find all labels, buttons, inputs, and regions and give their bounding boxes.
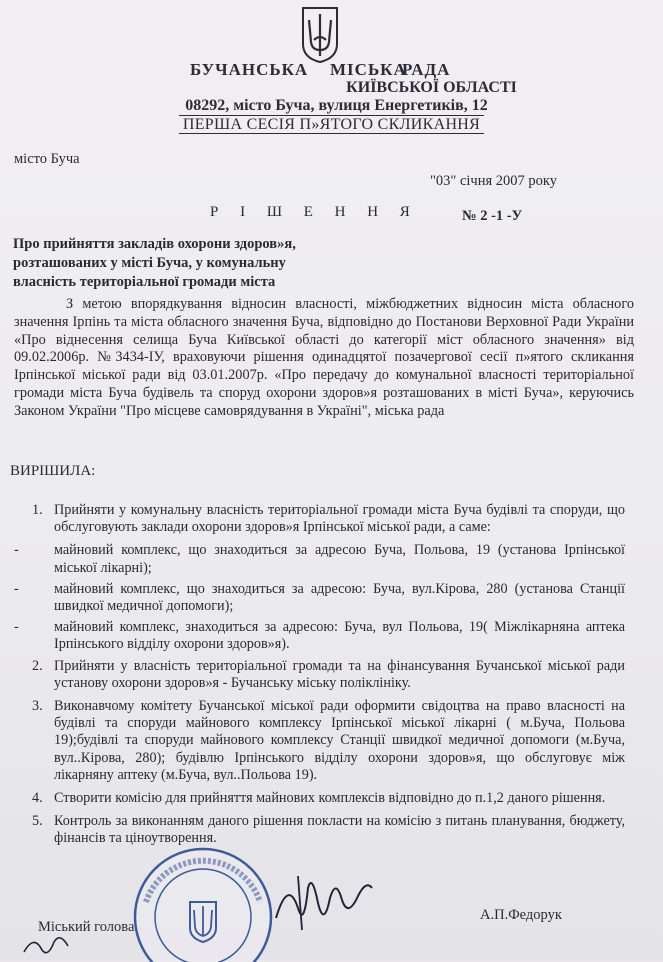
official-stamp-icon xyxy=(128,832,278,962)
mayor-label: Міський голова xyxy=(38,919,135,935)
document-page: БУЧАНСЬКА МІСЬКА РАДА КИЇВСЬКОЇ ОБЛАСТІ 08292, місто Буча, вулиця Енергетиків, 12 ПЕРША СЕСІЯ П»ЯТОГО СКЛИКАННЯ місто Буча "03" січня 2007 року Р І Ш Е Н Н Я № 2 -1 -У Про прийняття закладів охорони здоров»я, розташованих у місті Буча, у комунальну власність територіальної громади міста З метою впорядкування відносин власності, міжбюджетних відносин міста обласного значення Ірпінь та міста обласного значення Буча, відповідно до Постанови Верховної Ради України «Про віднесення селища Буча Київської області до категорії міст обласного значення» від 09.02.2006р. №3434-ІУ, враховуючи рішення одинадцятої позачергової сесії п»ятого скликання Ірпінської міської ради від 03.01.2007р. «Про передачу до комунальної власності територіальної громади міста Буча будівель та споруд охорони здоров»я розташованих в місті Буча», керуючись Законом України "Про місцеве самоврядування в Україні", міська рада ВИРІШИЛА: 1. Прийняти у комунальну власність територіальної громади міста Буча будівлі та споруди, що обслуговують заклади охорони здоров»я Ірпінської міської ради, а саме: - майновий комплекс, що знаходиться за адресою Буча, Польова, 19 (установа Ірпінської міської лікарні); - майновий комплекс, що знаходиться за адресою: Буча, вул.Кірова, 280 (установа Станції швидкої медичної допомоги); - майновий комплекс, знаходиться за адресою: Буча, вул Польова, 19( Міжлікарняна аптека Ірпінського відділу охорони здоров»я). 2. Прийняти у власність територіальної громади та на фінансування Бучанської міської ради установу охорони здоров»я - Бучанську міську поліклініку. 3. Виконавчому комітету Бучанської міської ради оформити свідоцтва на право власності на будівлі та споруди майнового комплексу Ірпінської міської лікарні ( м.Буча, Польова 19);будівлі та споруди майнового комплексу Станції швидкої медичної допомоги (м.Буча, вул..Кірова, 280); будівлю Ірпінського відділу охорони здоров»я, що обслуговує між лікарняну аптеку (м.Буча, вул..Польова 19). 4. Створити комісію для прийняття майнових комплексів відповідно до п.1,2 даного рішення. 5. Контроль за виконанням даного рішення покласти на комісію з питань планування, бюджету, фінансів та ціноутворення. Міський голова А.П.Федорук xyxy=(0,0,663,960)
document-type-title: Р І Ш Е Н Н Я xyxy=(210,204,419,220)
decided-heading: ВИРІШИЛА: xyxy=(10,463,96,479)
list-item: - майновий комплекс, знаходиться за адресою: Буча, вул Польова, 19( Міжлікарняна аптека Ірпінського відділу охорони здоров»я). xyxy=(14,619,625,653)
signature-icon xyxy=(268,868,378,938)
decision-items xyxy=(10,502,625,854)
subject-line: Про прийняття закладів охорони здоров»я, xyxy=(13,236,296,252)
subject-line: розташованих у місті Буча, у комунальну xyxy=(13,255,286,271)
preamble-paragraph: З метою впорядкування відносин власності, міжбюджетних відносин міста обласного значення Ірпінь та міста обласного значення Буча, відповідно до Постанови Верховної Ради України «Про віднесення селища Буча Київської області до категорії міст обласного значення» від 09.02.2006р. №3434-ІУ, враховуючи рішення одинадцятої позачергової сесії п»ятого скликання Ірпінської міської ради від 03.01.2007р. «Про передачу до комунальної власності територіальної громади міста Буча будівель та споруд охорони здоров»я розташованих в місті Буча», керуючись Законом України "Про місцеве самоврядування в Україні", міська рада xyxy=(14,296,634,419)
trident-emblem-icon xyxy=(300,6,340,64)
council-address: 08292, місто Буча, вулиця Енергетиків, 12 xyxy=(185,97,488,114)
subject-line: власність територіальної громади міста xyxy=(13,274,276,290)
list-item: 4. Створити комісію для прийняття майнових комплексів відповідно до п.1,2 даного рішення. xyxy=(32,790,606,807)
mayor-name: А.П.Федорук xyxy=(480,907,562,923)
initials-mark-icon xyxy=(20,928,90,958)
region-name: КИЇВСЬКОЇ ОБЛАСТІ xyxy=(346,79,517,96)
document-number: № 2 -1 -У xyxy=(462,208,523,224)
city-label: місто Буча xyxy=(14,151,80,167)
list-item: 2. Прийняти у власність територіальної громади та на фінансування Бучанської міської ради установу охорони здоров»я - Бучанську міську поліклініку. xyxy=(32,657,625,691)
list-item: 1. Прийняти у комунальну власність територіальної громади міста Буча будівлі та споруди, що обслуговують заклади охорони здоров»я Ірпінської міської ради, а саме: xyxy=(32,502,625,536)
list-item: 5. Контроль за виконанням даного рішення покласти на комісію з питань планування, бюджету, фінансів та ціноутворення. xyxy=(32,813,625,847)
session-title: ПЕРША СЕСІЯ П»ЯТОГО СКЛИКАННЯ xyxy=(0,116,663,134)
document-date: "03" січня 2007 року xyxy=(430,173,557,189)
list-item: - майновий комплекс, що знаходиться за адресою: Буча, вул.Кірова, 280 (установа Станції швидкої медичної допомоги); xyxy=(14,580,625,615)
decision-subject xyxy=(13,235,296,292)
list-item: 3. Виконавчому комітету Бучанської міської ради оформити свідоцтва на право власності на будівлі та споруди майнового комплексу Ірпінської міської лікарні ( м.Буча, Польова 19);будівлі та споруди майнового комплексу Станції швидкої медичної допомоги (м.Буча, вул..Кірова, 280); будівлю Ірпінського відділу охорони здоров»я, що обслуговує між лікарняну аптеку (м.Буча, вул..Польова 19). xyxy=(32,698,625,783)
list-item: - майновий комплекс, що знаходиться за адресою Буча, Польова, 19 (установа Ірпінської міської лікарні); xyxy=(14,542,625,576)
